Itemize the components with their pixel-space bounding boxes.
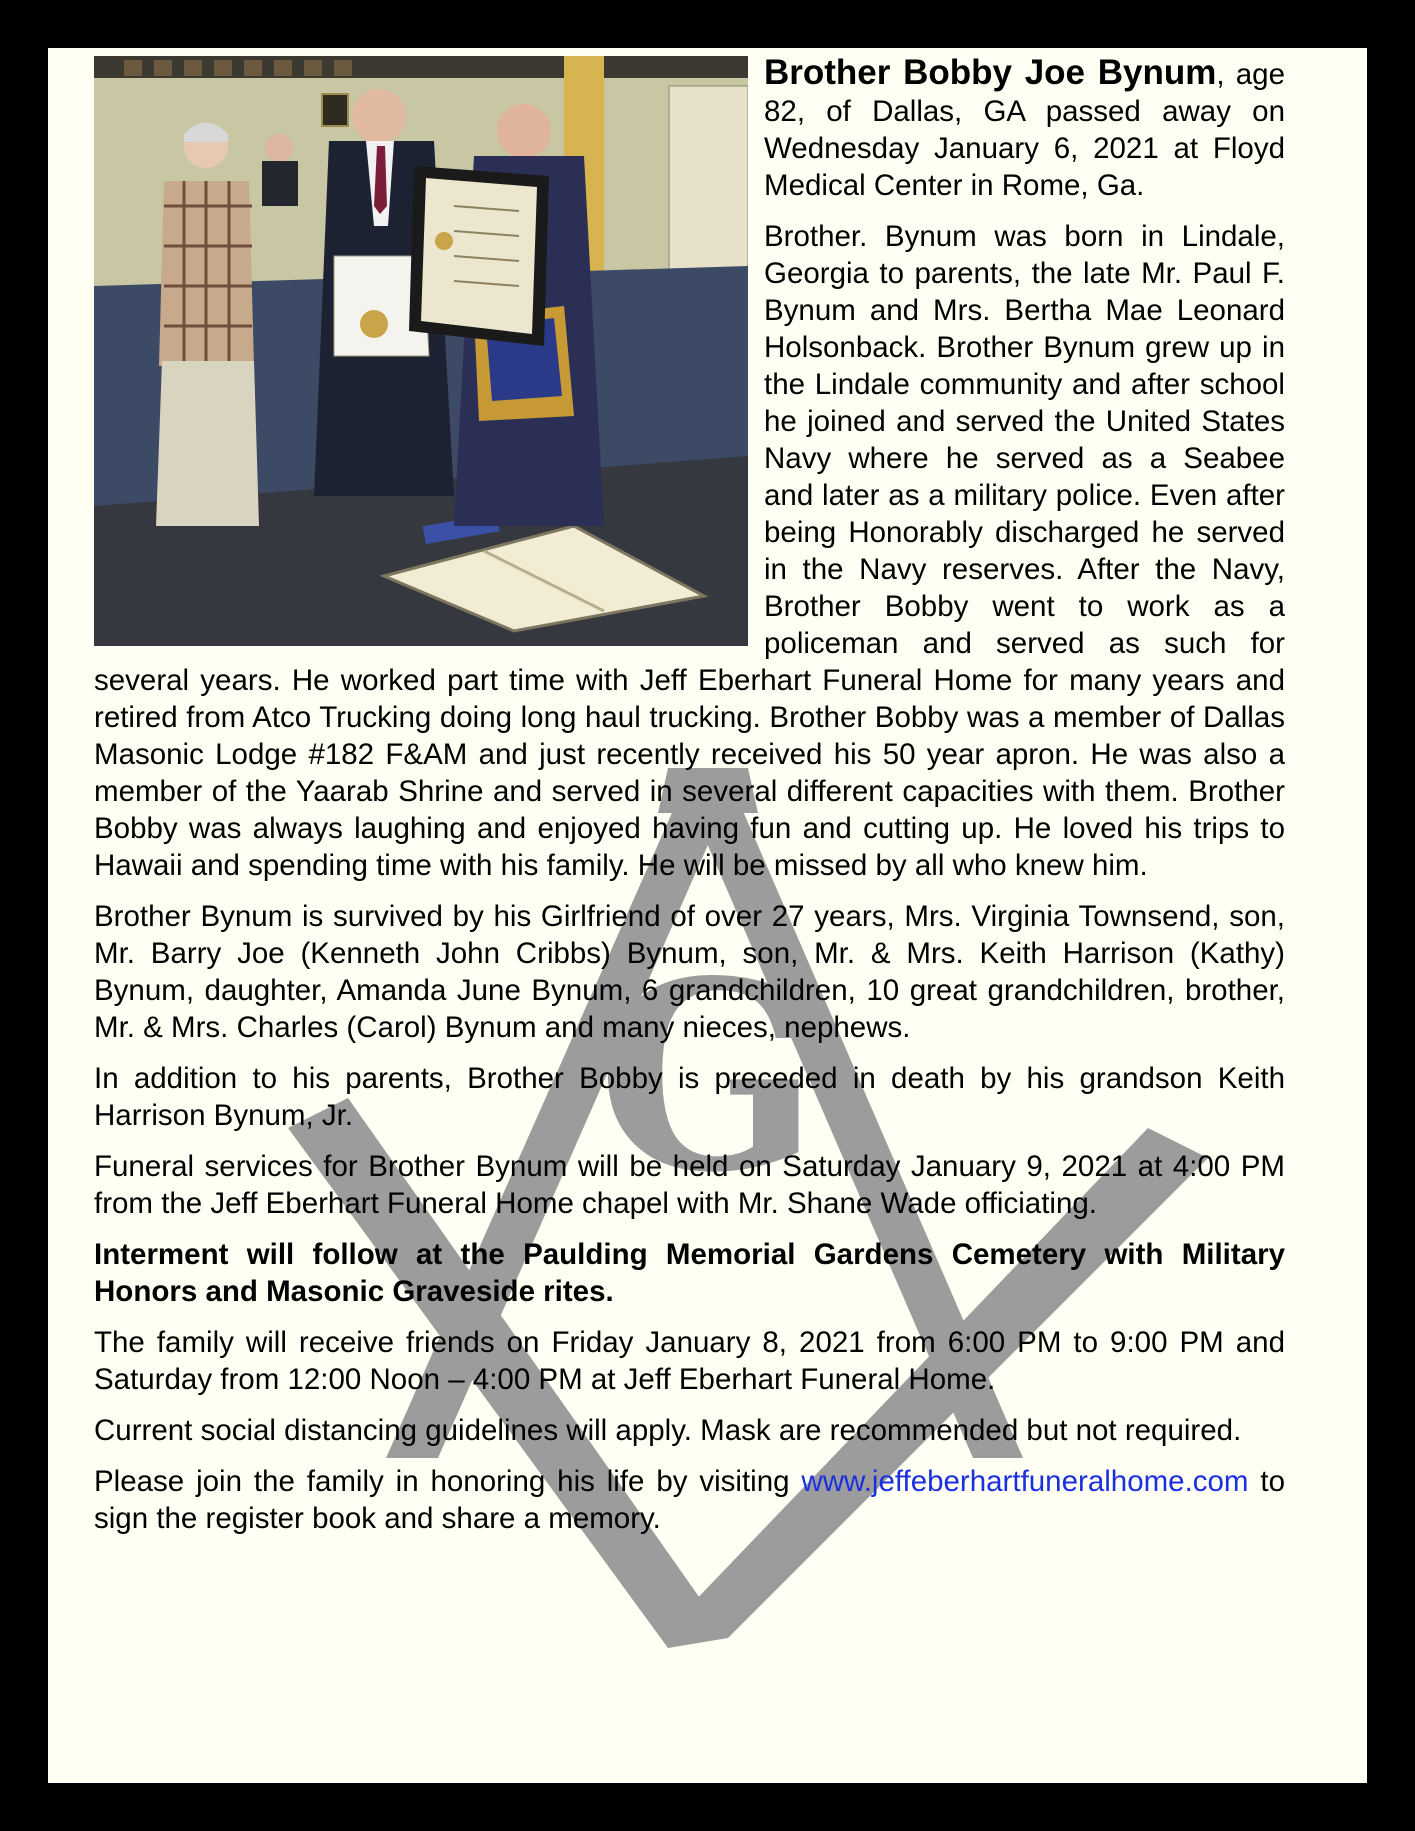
masonic-ceremony-photo <box>94 56 748 646</box>
guidelines-paragraph: Current social distancing guidelines will apply. Mask are recommended but not required. <box>94 1414 1242 1447</box>
survivors-paragraph: Brother Bynum is survived by his Girlfriend of over 27 years, Mrs. Virginia Townsend, son, Mr. Barry Joe (Kenneth John Cribbs) Bynum, son, Mr. & Mrs. Keith Harrison (Kathy) Bynum, daughter, Amanda June Bynum, 6 grandchildren, 10 great grandchildren, brother, Mr. & Mrs. Charles (Carol) Bynum and many nieces, nephews. <box>94 900 1285 1044</box>
obituary-page <box>48 48 1367 1783</box>
biography-paragraph: Brother. Bynum was born in Lindale, Georgia to parents, the late Mr. Paul F. Bynum and Mrs. Bertha Mae Leonard Holsonback. Brother Bynum grew up in the Lindale community and after school he joined and served the United States Navy where he served as a Seabee and later as a military police. Even after being Honorably discharged he served in the Navy reserves. After the Navy, Brother Bobby went to work as a policeman and served as such for several years. He worked part time with Jeff Eberhart Funeral Home for many years and retired from Atco Trucking doing long haul trucking. Brother Bobby was a member of Dallas Masonic Lodge #182 F&AM and just recently received his 50 year apron. He was also a member of the Yaarab Shrine and served in several different capacities with them. Brother Bobby was always laughing and enjoyed having fun and cutting up. He loved his trips to Hawaii and spending time with his family. He will be missed by all who knew him. <box>94 220 1285 882</box>
preceded-paragraph: In addition to his parents, Brother Bobby is preceded in death by his grandson Keith Harrison Bynum, Jr. <box>94 1062 1285 1132</box>
visitation-paragraph: The family will receive friends on Friday January 8, 2021 from 6:00 PM to 9:00 PM and Saturday from 12:00 Noon – 4:00 PM at Jeff Eberhart Funeral Home. <box>94 1326 1285 1396</box>
intro-text: , age 82, of Dallas, GA passed away on Wednesday January 6, 2021 at Floyd Medical Center in Rome, Ga. <box>764 58 1285 202</box>
closing-text-after: to sign the register book and share a memory. <box>94 1465 1285 1535</box>
emblem-letter-g: G <box>596 925 820 1230</box>
obituary-content <box>94 54 1285 1551</box>
closing-paragraph <box>94 1463 1285 1537</box>
deceased-name: Brother Bobby Joe Bynum <box>764 53 1217 92</box>
services-paragraph: Funeral services for Brother Bynum will be held on Saturday January 9, 2021 at 4:00 PM from the Jeff Eberhart Funeral Home chapel with Mr. Shane Wade officiating. <box>94 1150 1285 1220</box>
interment-paragraph: Interment will follow at the Paulding Memorial Gardens Cemetery with Military Honors and Masonic Graveside rites. <box>94 1238 1285 1308</box>
website-link[interactable]: www.jeffeberhartfuneralhome.com <box>801 1465 1249 1498</box>
memorial-photo <box>94 56 748 646</box>
closing-text-before: Please join the family in honoring his life by visiting <box>94 1465 802 1498</box>
